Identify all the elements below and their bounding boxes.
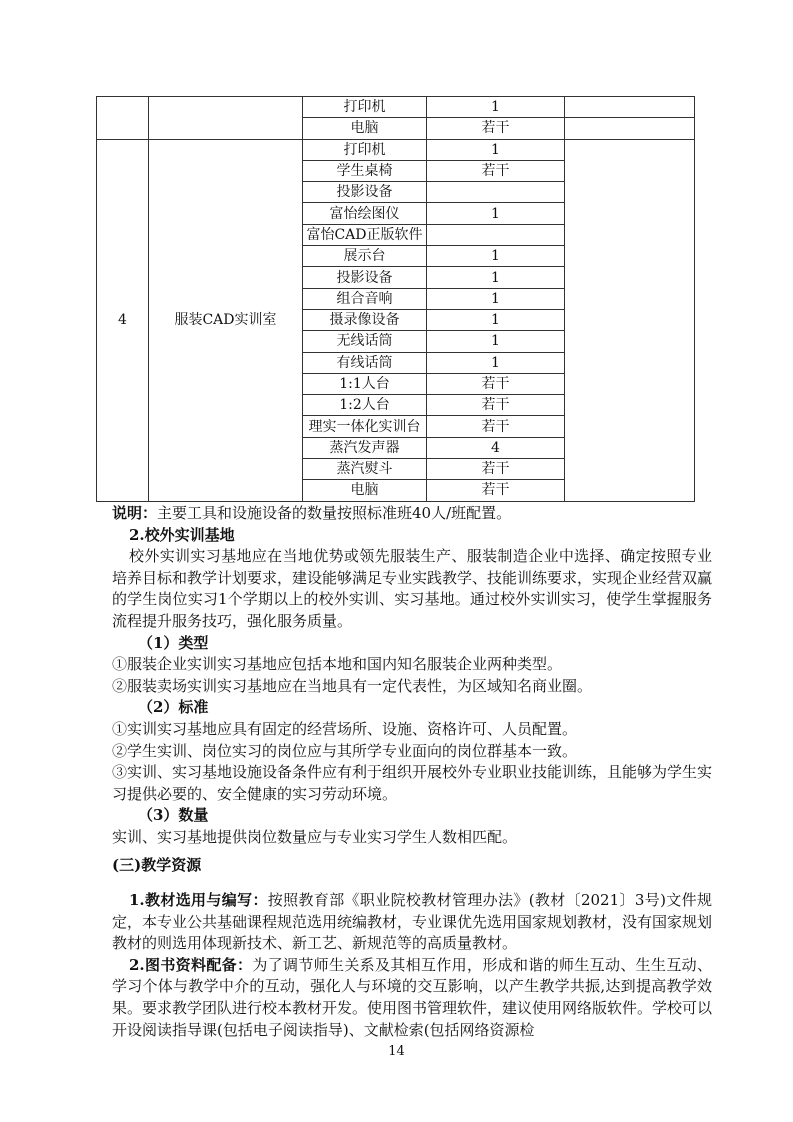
equipment-name-cell: 投影设备 <box>303 182 427 203</box>
equipment-name-cell: 组合音响 <box>303 288 427 309</box>
note-label: 说明： <box>112 504 158 522</box>
quantity-cell: 若干 <box>427 459 565 480</box>
quantity-cell: 1 <box>427 288 565 309</box>
quantity-cell: 1 <box>427 246 565 267</box>
textbooks-label: 1.教材选用与编写： <box>129 891 268 910</box>
subheading-type: （1）类型 <box>138 633 209 652</box>
equipment-name-cell: 展示台 <box>303 246 427 267</box>
quantity-cell: 若干 <box>427 416 565 437</box>
section-heading-offcampus: 2.校外实训基地 <box>129 525 235 544</box>
quantity-cell: 1 <box>427 331 565 352</box>
quantity-cell: 若干 <box>427 118 565 139</box>
subheading-standard: （2）标准 <box>138 698 209 717</box>
body-text <box>112 503 712 1041</box>
quantity-cell: 4 <box>427 437 565 458</box>
section-heading-resources: (三)教学资源 <box>112 855 202 874</box>
equipment-name-cell: 摄录像设备 <box>303 309 427 330</box>
subheading-quantity: （3）数量 <box>138 806 209 825</box>
equipment-name-cell: 富怡CAD正版软件 <box>303 224 427 245</box>
equipment-name-cell: 投影设备 <box>303 267 427 288</box>
equipment-name-cell: 电脑 <box>303 480 427 501</box>
quantity-cell <box>427 224 565 245</box>
quantity-cell: 1 <box>427 139 565 160</box>
equipment-name-cell: 打印机 <box>303 139 427 160</box>
type-item-2: ②服装卖场实训实习基地应在当地具有一定代表性，为区域知名商业圈。 <box>112 676 593 695</box>
table-row <box>97 97 695 118</box>
room-name-cell: 服装CAD实训室 <box>149 139 303 501</box>
standard-item-2: ②学生实训、岗位实习的岗位应与其所学专业面向的岗位群基本一致。 <box>112 741 578 760</box>
quantity-cell: 若干 <box>427 160 565 181</box>
quantity-cell: 1 <box>427 203 565 224</box>
row-number-cell: 4 <box>97 139 149 501</box>
paragraph-library <box>112 955 712 1041</box>
equipment-name-cell: 1:2人台 <box>303 395 427 416</box>
equipment-name-cell: 蒸汽发声器 <box>303 437 427 458</box>
equipment-name-cell: 蒸汽熨斗 <box>303 459 427 480</box>
equipment-table <box>96 96 695 502</box>
quantity-cell: 1 <box>427 352 565 373</box>
row-number-cell <box>97 97 149 140</box>
paragraph-offcampus: 校外实训实习基地应在当地优势或领先服装生产、服装制造企业中选择、确定按照专业培养目标和教学计划要求，建设能够满足专业实践教学、技能训练要求，实现企业经营双赢的学生岗位实习1个学期以上的校外实训、实习基地。通过校外实训实习，使学生掌握服务流程提升服务技巧，强化服务质量。 <box>112 547 713 630</box>
note-cell <box>565 118 695 139</box>
note-cell <box>565 139 695 501</box>
quantity-cell: 若干 <box>427 395 565 416</box>
quantity-cell: 若干 <box>427 480 565 501</box>
page-number: 14 <box>388 1044 405 1059</box>
quantity-cell: 若干 <box>427 373 565 394</box>
quantity-cell: 1 <box>427 97 565 118</box>
equipment-name-cell: 有线话筒 <box>303 352 427 373</box>
standard-item-3: ③实训、实习基地设施设备条件应有利于组织开展校外专业职业技能训练，且能够为学生实习提供必要的、安全健康的实习劳动环境。 <box>112 763 713 803</box>
quantity-paragraph: 实训、实习基地提供岗位数量应与专业实习学生人数相匹配。 <box>112 827 518 846</box>
library-body: 为了调节师生关系及其相互作用，形成和谐的师生互动、生生互动、学习个体与教学中介的互动，强化人与环境的交互影响，以产生教学共振,达到提高教学效果。要求教学团队进行校本教材开发。使用图书管理软件，建议使用网络版软件。学校可以开设阅读指导课(包括电子阅读指导)、文献检索(包括网络资源检 <box>112 955 713 1039</box>
textbooks-body: 按照教育部《职业院校教材管理办法》(教材〔2021〕3号)文件规定，本专业公共基础课程规范选用统编教材，专业课优先选用国家规划教材，没有国家规划教材的则选用体现新技术、新工艺、新规范等的高质量教材。 <box>112 891 713 953</box>
paragraph-textbooks <box>112 890 712 955</box>
equipment-name-cell: 理实一体化实训台 <box>303 416 427 437</box>
note-body: 主要工具和设施设备的数量按照标准班40人/班配置。 <box>157 504 512 522</box>
equipment-name-cell: 无线话筒 <box>303 331 427 352</box>
library-label: 2.图书资料配备： <box>129 955 253 974</box>
quantity-cell <box>427 182 565 203</box>
quantity-cell: 1 <box>427 267 565 288</box>
equipment-name-cell: 电脑 <box>303 118 427 139</box>
table-row <box>97 139 695 160</box>
table-note <box>112 503 712 525</box>
room-name-cell <box>149 97 303 140</box>
type-item-1: ①服装企业实训实习基地应包括本地和国内知名服装企业两种类型。 <box>112 655 563 674</box>
note-cell <box>565 97 695 118</box>
equipment-name-cell: 学生桌椅 <box>303 160 427 181</box>
standard-item-1: ①实训实习基地应具有固定的经营场所、设施、资格许可、人员配置。 <box>112 719 578 738</box>
equipment-name-cell: 1:1人台 <box>303 373 427 394</box>
equipment-name-cell: 打印机 <box>303 97 427 118</box>
equipment-name-cell: 富怡绘图仪 <box>303 203 427 224</box>
quantity-cell: 1 <box>427 309 565 330</box>
